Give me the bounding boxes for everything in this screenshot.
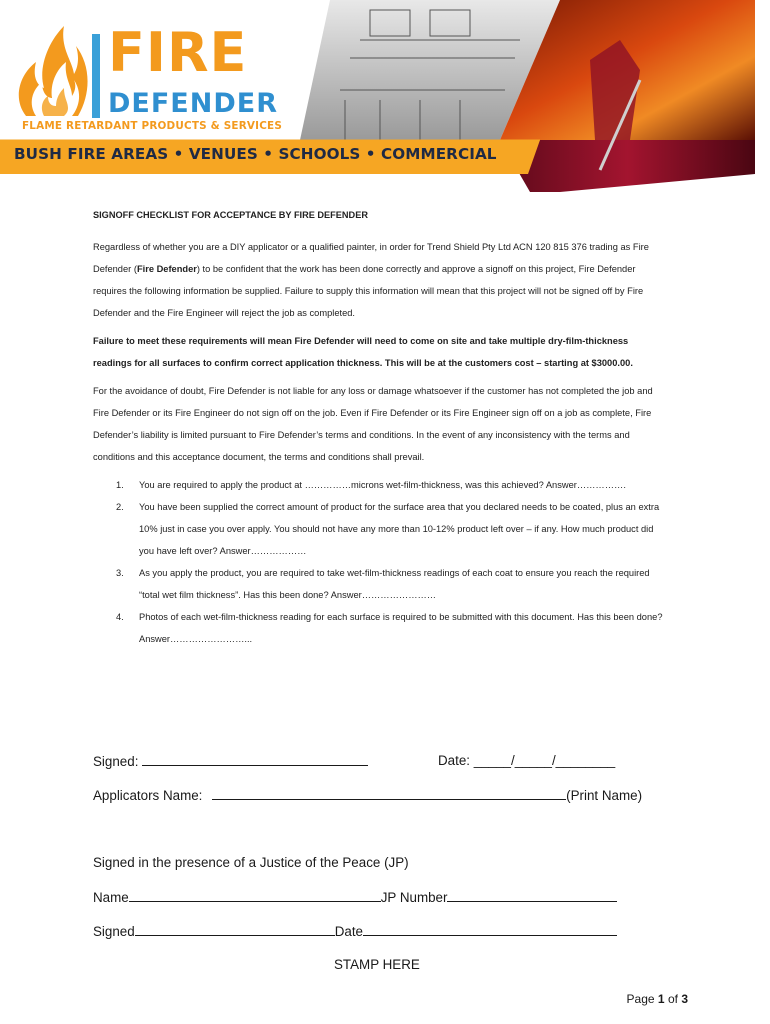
document-body bbox=[93, 208, 665, 650]
print-name-label: (Print Name) bbox=[566, 788, 643, 803]
checklist-item bbox=[93, 562, 665, 606]
page-number bbox=[627, 992, 688, 1006]
checklist-number: 4. bbox=[116, 612, 124, 622]
letterhead bbox=[0, 0, 770, 192]
checklist-text: Photos of each wet-film-thickness reading for each surface is required to be submitted with this document. Has this been done? Answer……………………... bbox=[139, 612, 663, 644]
fire-defender-logo bbox=[14, 8, 284, 120]
jp-number-label: JP Number bbox=[380, 890, 448, 905]
intro-text-start: Regardless of whether you are a DIY applicator or a qualified painter, in order for Trend Shield Pty Ltd ACN 120 815 376 trading as Fire Defender ( bbox=[93, 242, 649, 274]
page-current: 1 bbox=[657, 992, 665, 1006]
logo-defender-text: DEFENDER bbox=[108, 88, 278, 119]
jp-name-label: Name bbox=[93, 890, 129, 905]
checklist-text: You have been supplied the correct amount of product for the surface area that you declared needs to be coated, plus an extra 10% just in case you over apply. You should not have any more than 10-12% product left over – if any. How much product did you have left over? Answer……………… bbox=[139, 502, 660, 556]
applicator-date-field[interactable]: _____/_____/________ bbox=[473, 753, 616, 768]
checklist-text: As you apply the product, you are required to take wet-film-thickness readings of each coat to ensure you reach the required “total wet film thickness”. Has this been done? Answer…………………… bbox=[139, 568, 650, 600]
banner-services-text: BUSH FIRE AREAS • VENUES • SCHOOLS • COMMERCIAL bbox=[14, 145, 497, 163]
logo-tagline: FLAME RETARDANT PRODUCTS & SERVICES bbox=[22, 120, 283, 132]
checklist-text: You are required to apply the product at ……………microns wet-film-thickness, was this achieved? Answer……………. bbox=[139, 480, 626, 490]
checklist bbox=[93, 474, 665, 650]
jp-name-field[interactable] bbox=[129, 889, 381, 902]
stamp-here-label: STAMP HERE bbox=[334, 957, 420, 972]
intro-paragraph bbox=[93, 236, 665, 324]
of-word: of bbox=[667, 992, 678, 1006]
checklist-item bbox=[93, 606, 665, 650]
applicator-name-field[interactable] bbox=[212, 787, 566, 800]
applicator-signed-row bbox=[93, 753, 368, 769]
page-word: Page bbox=[626, 992, 655, 1006]
logo-divider-bar bbox=[92, 34, 100, 118]
jp-signed-label: Signed bbox=[93, 924, 135, 939]
jp-date-field[interactable] bbox=[363, 923, 617, 936]
checklist-number: 2. bbox=[116, 502, 124, 512]
warning-paragraph: Failure to meet these requirements will mean Fire Defender will need to come on site and take multiple dry-film-thickness readings for all surfaces to confirm correct application thickness. This will be at the customers cost – starting at $3000.00. bbox=[93, 336, 633, 368]
checklist-number: 3. bbox=[116, 568, 124, 578]
applicator-signature-field[interactable] bbox=[142, 753, 368, 766]
checklist-number: 1. bbox=[116, 480, 124, 490]
logo-fire-text: FIRE bbox=[108, 21, 248, 84]
jp-heading: Signed in the presence of a Justice of the Peace (JP) bbox=[93, 855, 409, 870]
checklist-item bbox=[93, 474, 665, 496]
intro-text-end: ) to be confident that the work has been done correctly and approve a signoff on this project, Fire Defender requires the following information be supplied. Failure to supply this information will mean that this project will not be signed off by Fire Defender and the Fire Engineer will reject the job as completed. bbox=[93, 264, 644, 318]
jp-name-row bbox=[93, 889, 617, 905]
checklist-item bbox=[93, 496, 665, 562]
flame-logo-icon bbox=[14, 8, 94, 120]
applicator-date-row bbox=[438, 753, 615, 768]
painter-photo bbox=[500, 140, 755, 192]
document-title: SIGNOFF CHECKLIST FOR ACCEPTANCE BY FIRE DEFENDER bbox=[93, 210, 368, 220]
jp-date-label: Date bbox=[334, 924, 363, 939]
applicator-name-row bbox=[93, 787, 642, 803]
page-total: 3 bbox=[681, 992, 688, 1006]
jp-signature-field[interactable] bbox=[135, 923, 335, 936]
signed-label: Signed: bbox=[93, 754, 139, 769]
date-label: Date: bbox=[438, 753, 471, 768]
jp-signed-row bbox=[93, 923, 617, 939]
jp-number-field[interactable] bbox=[447, 889, 617, 902]
applicator-name-label: Applicators Name: bbox=[93, 788, 203, 803]
intro-bold-name: Fire Defender bbox=[136, 264, 197, 274]
disclaimer-paragraph: For the avoidance of doubt, Fire Defender is not liable for any loss or damage whatsoever if the customer has not completed the job and Fire Defender or its Fire Engineer do not sign off on the job. Even if Fire Defender or its Fire Engineer sign off on a job as complete, Fire Defender’s liability is limited pursuant to Fire Defender’s terms and conditions. In the event of any inconsistency with the terms and conditions and this acceptance document, the terms and conditions shall prevail. bbox=[93, 386, 653, 462]
